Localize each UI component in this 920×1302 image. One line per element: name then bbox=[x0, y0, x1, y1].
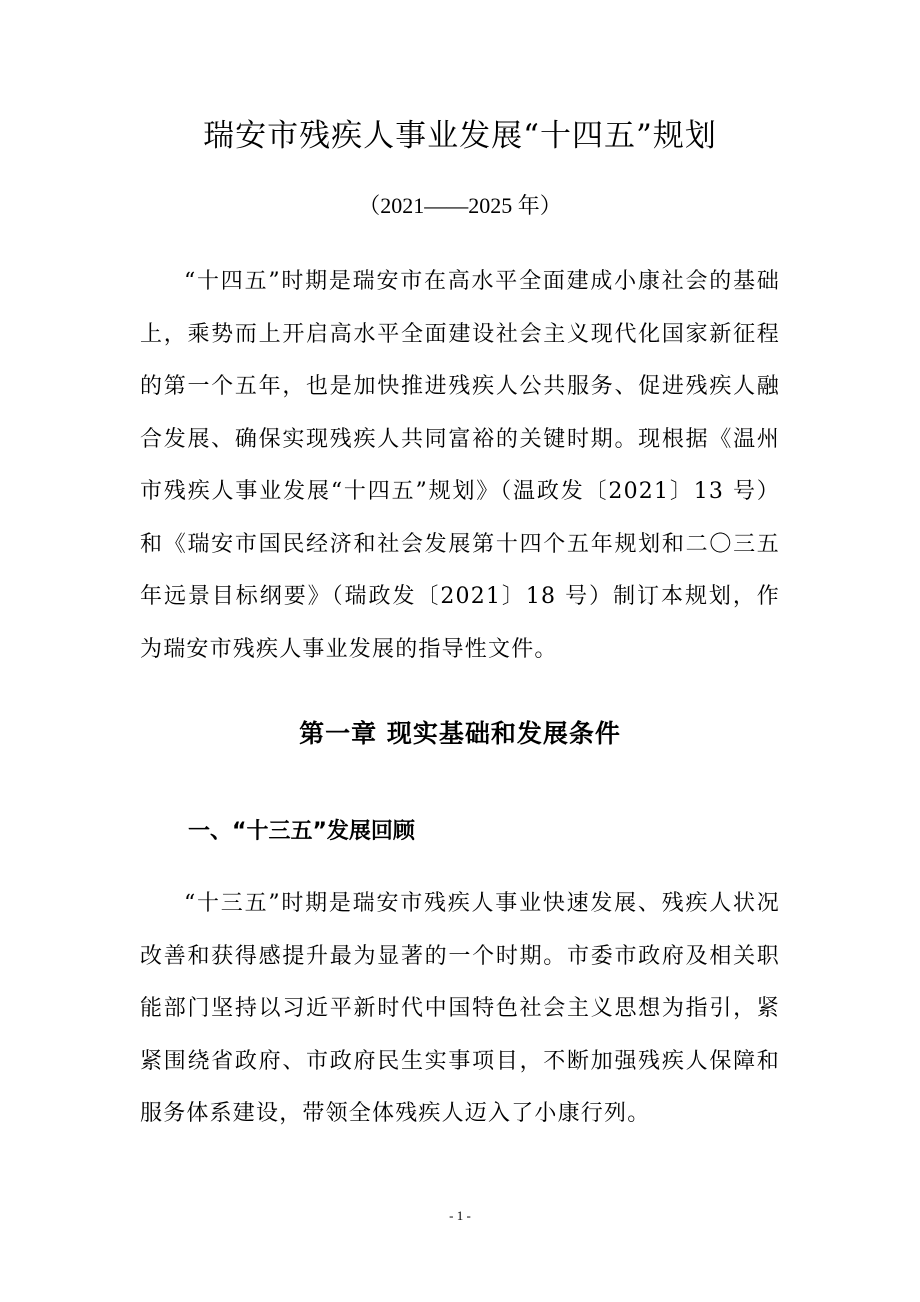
page-number: - 1 - bbox=[449, 1208, 471, 1223]
document-subtitle: （2021——2025 年） bbox=[358, 193, 562, 218]
document-title: 瑞安市残疾人事业发展“十四五”规划 bbox=[203, 118, 717, 154]
section-heading: 一、“十三五”发展回顾 bbox=[188, 819, 415, 844]
chapter-heading: 第一章 现实基础和发展条件 bbox=[299, 719, 621, 748]
intro-paragraph: “十四五”时期是瑞安市在高水平全面建成小康社会的基础上，乘势而上开启高水平全面建设社会主义现代化国家新征程的第一个五年，也是加快推进残疾人公共服务、促进残疾人融合发展、确保实现残疾人共同富裕的关键时期。现根据《温州市残疾人事业发展“十四五”规划》（温政发〔2021〕13 号）和《瑞安市国民经济和社会发展第十四个五年规划和二〇三五年远景目标纲要》（瑞政发〔2021〕18 号）制订本规划，作为瑞安市残疾人事业发展的指导性文件。 bbox=[140, 269, 780, 662]
section-paragraph: “十三五”时期是瑞安市残疾人事业快速发展、残疾人状况改善和获得感提升最为显著的一个时期。市委市政府及相关职能部门坚持以习近平新时代中国特色社会主义思想为指引，紧紧围绕省政府、市政府民生实事项目，不断加强残疾人保障和服务体系建设，带领全体残疾人迈入了小康行列。 bbox=[140, 891, 780, 1126]
